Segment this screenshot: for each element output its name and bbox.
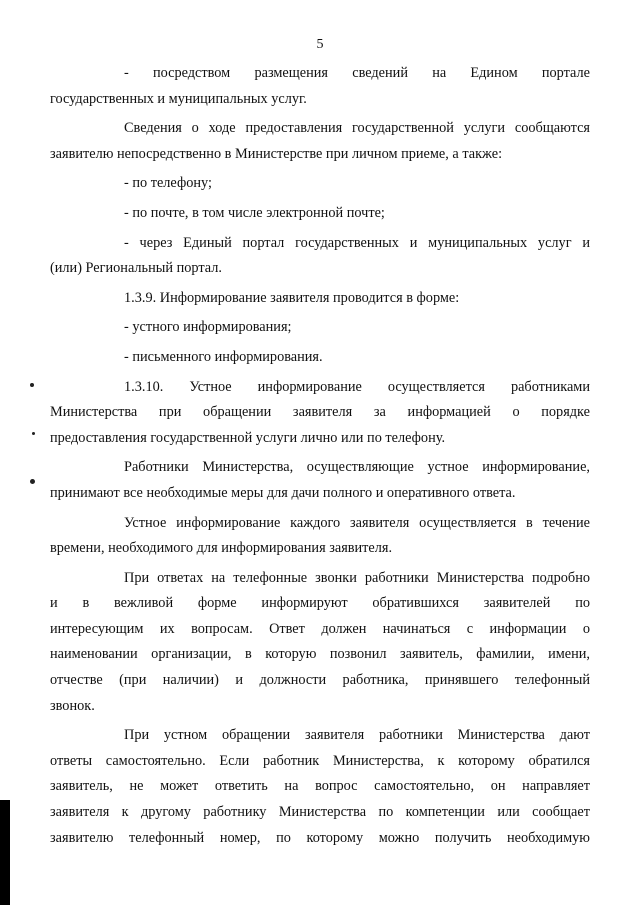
scan-edge-shadow	[0, 800, 10, 905]
text-line: наименовании организации, в которую позвонил заявитель, фамилии, имени,	[50, 646, 590, 663]
text-line: заявитель, не может ответить на вопрос самостоятельно, он направляет	[50, 778, 590, 795]
text-line: принимают все необходимые меры для дачи полного и оперативного ответа.	[50, 484, 516, 501]
paragraph	[50, 231, 590, 282]
paragraph	[87, 201, 590, 227]
text-line: отчестве (при наличии) и должности работника, принявшего телефонный	[50, 672, 590, 689]
text-line: 1.3.9. Информирование заявителя проводится в форме:	[124, 289, 460, 306]
text-line: - посредством размещения сведений на Едином портале	[124, 65, 590, 81]
text-line: заявителя к другому работнику Министерства по компетенции или сообщает	[50, 804, 590, 821]
paragraph	[50, 511, 590, 562]
paragraph	[50, 566, 590, 720]
text-line: интересующим их вопросам. Ответ должен начинаться с информации о	[50, 620, 590, 637]
paragraph	[50, 455, 590, 506]
text-line: - через Единый портал государственных и муниципальных услуг и	[124, 234, 590, 251]
scan-mark	[30, 383, 34, 387]
text-line: времени, необходимого для информирования заявителя.	[50, 540, 393, 557]
text-line: - устного информирования;	[124, 319, 292, 336]
text-line: - по телефону;	[124, 175, 212, 192]
text-line: - по почте, в том числе электронной почте;	[124, 204, 385, 221]
text-line: (или) Региональный портал.	[50, 260, 222, 277]
page-number: 5	[316, 37, 324, 52]
text-line: Работники Министерства, осуществляющие устное информирование,	[124, 459, 590, 476]
scan-mark	[30, 479, 35, 484]
paragraph	[87, 171, 590, 197]
text-line: и в вежливой форме информируют обратившихся заявителей по	[50, 595, 590, 612]
document-body	[50, 61, 590, 851]
text-line: При ответах на телефонные звонки работники Министерства подробно	[124, 569, 590, 586]
text-line: заявителю непосредственно в Министерстве при личном приеме, а также:	[50, 145, 503, 162]
text-line: звонок.	[50, 697, 95, 714]
text-line: предоставления государственной услуги лично или по телефону.	[50, 429, 446, 446]
text-line: 1.3.10. Устное информирование осуществляется работниками	[124, 378, 590, 395]
paragraph	[50, 61, 590, 112]
paragraph	[50, 723, 590, 851]
text-line: Сведения о ходе предоставления государственной услуги сообщаются	[124, 120, 590, 137]
text-line: ответы самостоятельно. Если работник Министерства, к которому обратился	[50, 752, 590, 769]
text-line: государственных и муниципальных услуг.	[50, 90, 307, 107]
paragraph	[87, 315, 590, 341]
paragraph	[50, 116, 590, 167]
text-line: Устное информирование каждого заявителя осуществляется в течение	[124, 514, 590, 531]
paragraph	[87, 345, 590, 371]
scan-mark	[32, 432, 35, 435]
text-line: - письменного информирования.	[124, 348, 323, 365]
text-line: При устном обращении заявителя работники Министерства дают	[124, 727, 590, 744]
paragraph	[50, 375, 590, 452]
text-line: заявителю телефонный номер, по которому можно получить необходимую	[50, 829, 590, 846]
paragraph	[87, 286, 590, 312]
text-line: Министерства при обращении заявителя за информацией о порядке	[50, 404, 590, 421]
